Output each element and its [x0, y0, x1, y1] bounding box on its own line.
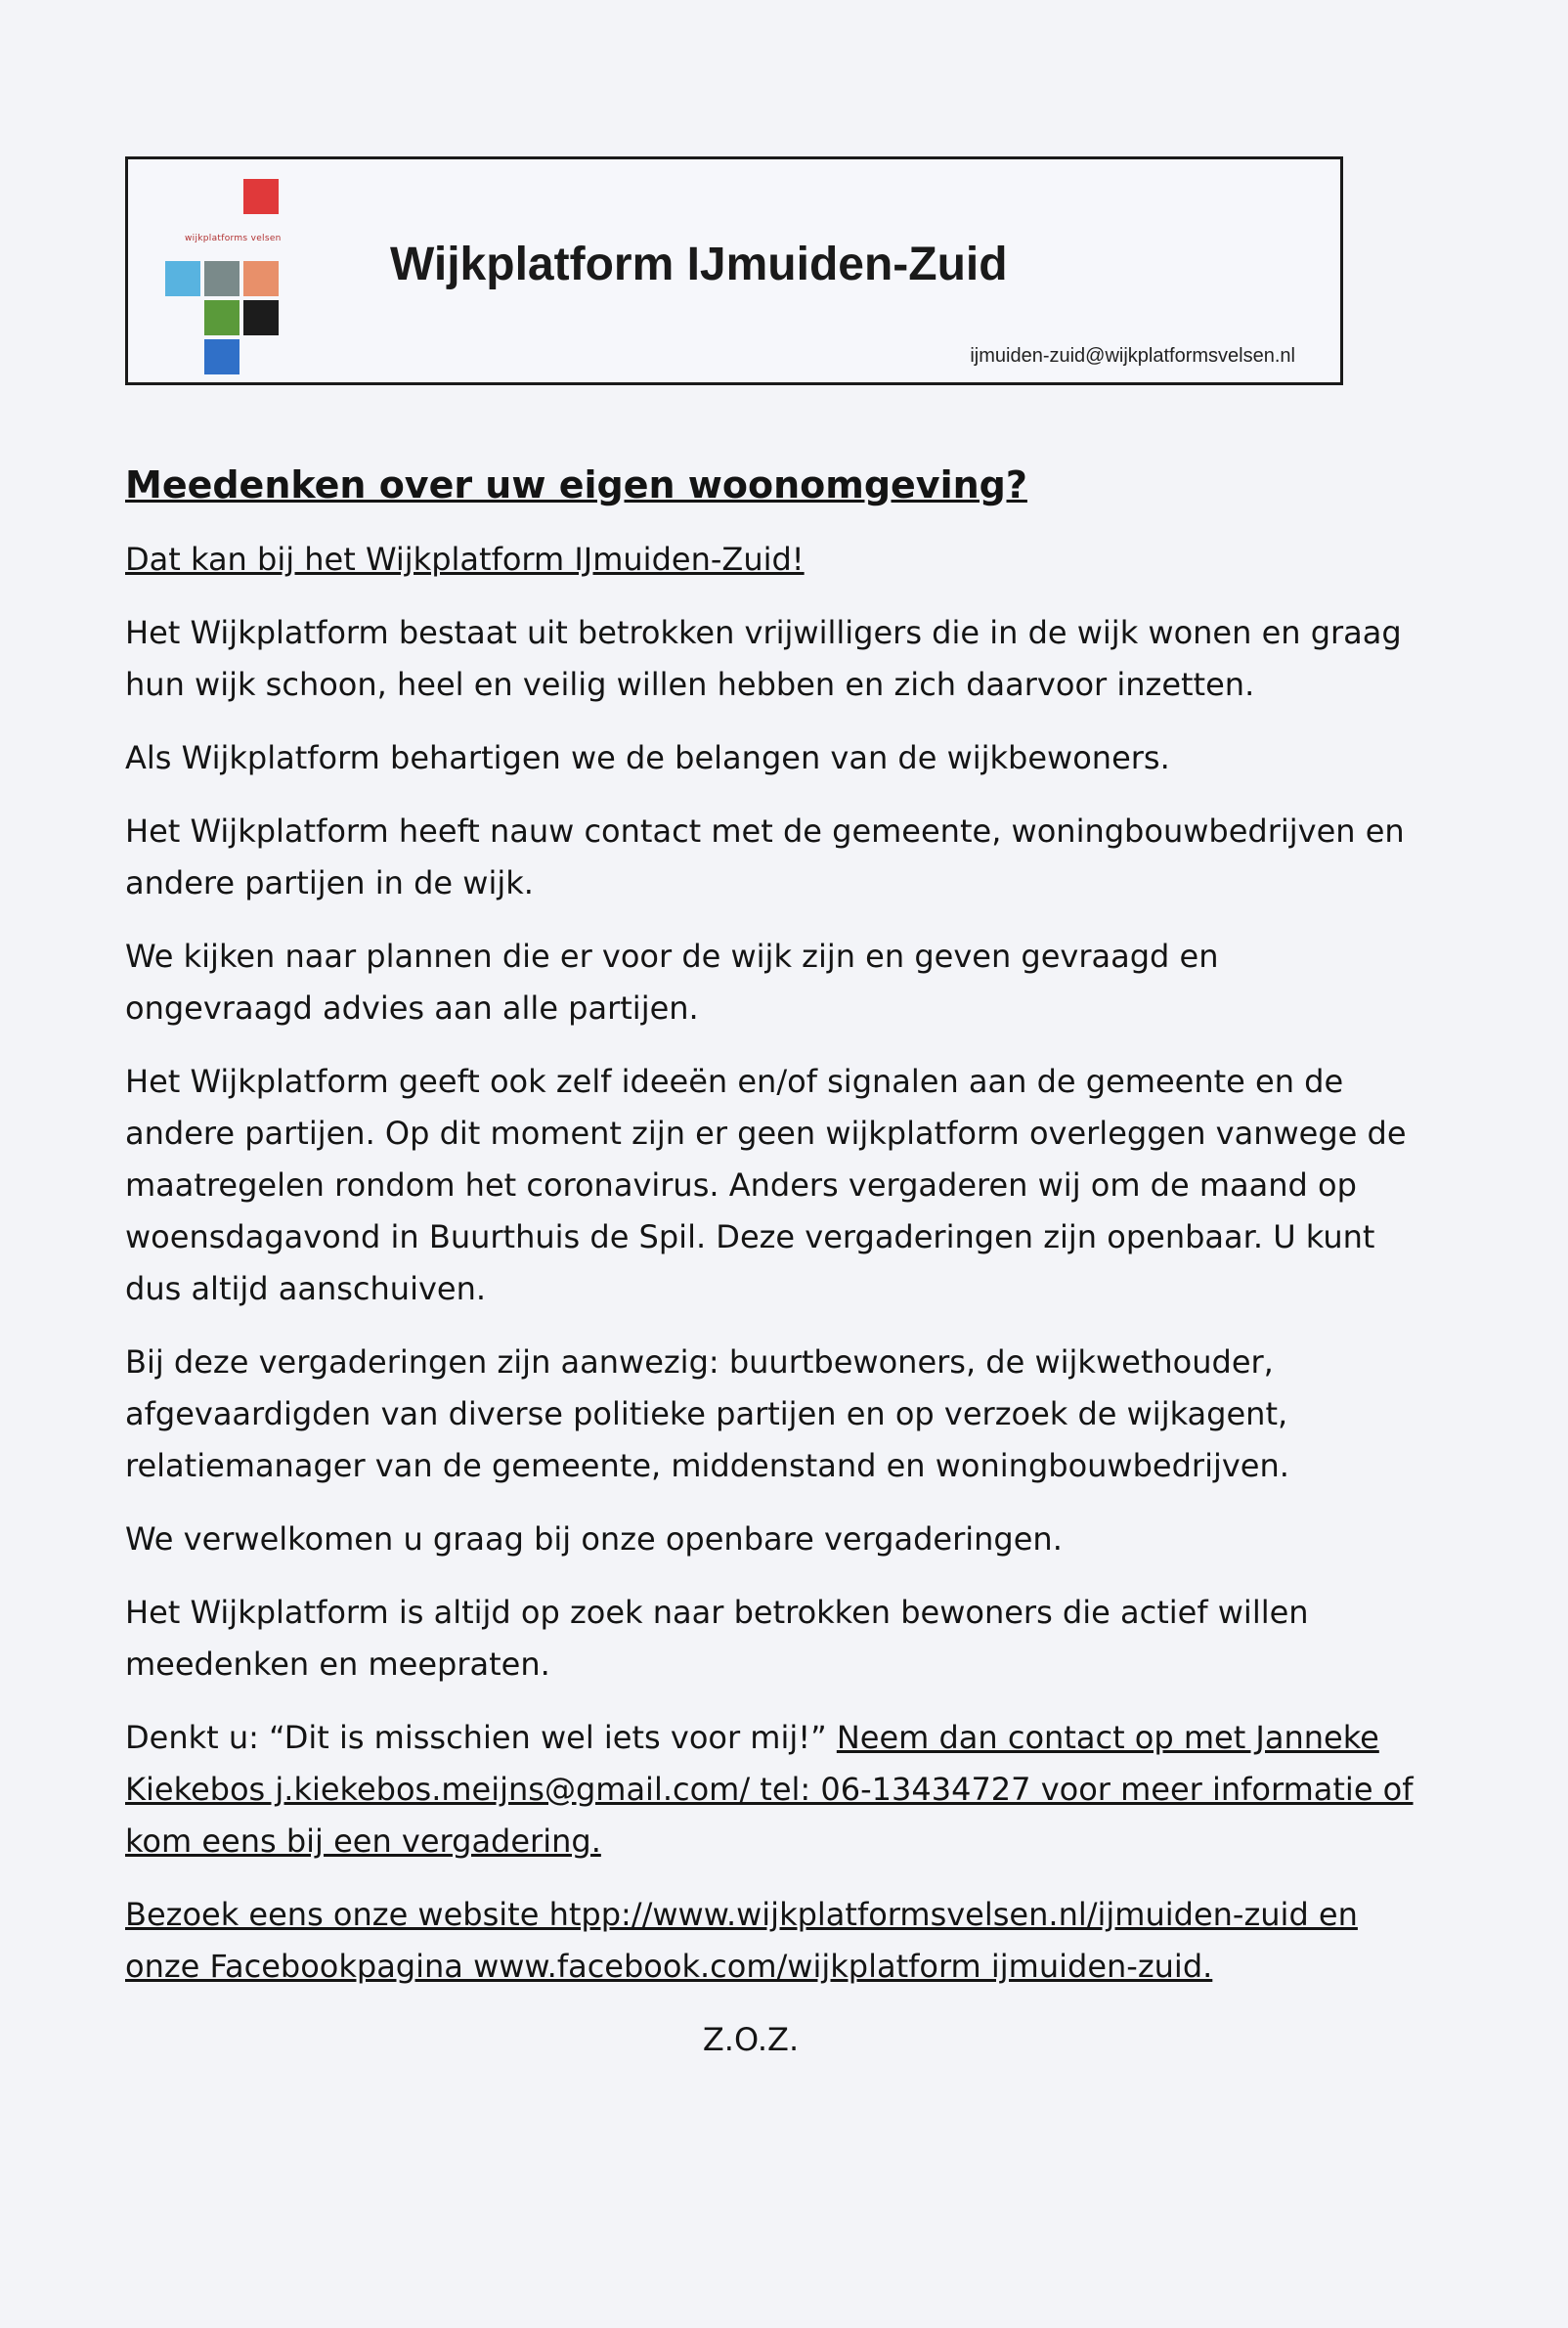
paragraph-website-links[interactable]: Bezoek eens onze website htpp://www.wijkplatformsvelsen.nl/ijmuiden-zuid en onze Facebookpagina www.facebook.com/wijkplatform ijmuiden-zuid.	[125, 1896, 1358, 1985]
paragraph-interests: Als Wijkplatform behartigen we de belangen van de wijkbewoners.	[125, 739, 1170, 776]
logo-square-blue	[204, 339, 240, 374]
organization-email[interactable]: ijmuiden-zuid@wijkplatformsvelsen.nl	[970, 345, 1295, 367]
paragraph-volunteers: Het Wijkplatform is altijd op zoek naar betrokken bewoners die actief willen meedenken en meepraten.	[125, 1594, 1309, 1683]
please-turn-over: Z.O.Z.	[702, 2021, 800, 2058]
paragraph-meetings: Het Wijkplatform geeft ook zelf ideeën en/of signalen aan de gemeente en de andere partijen. Op dit moment zijn er geen wijkplatform overleggen vanwege de maatregelen rondom het coronavirus. Anders vergaderen wij om de maand op woensdagavond in Buurthuis de Spil. Deze vergaderingen zijn openbaar. U kunt dus altijd aanschuiven.	[125, 1063, 1407, 1307]
paragraph-attendees: Bij deze vergaderingen zijn aanwezig: buurtbewoners, de wijkwethouder, afgevaardigden van diverse politieke partijen en op verzoek de wijkagent, relatiemanager van de gemeente, middenstand en woningbouwbedrijven.	[125, 1343, 1289, 1484]
contact-lead: Denkt u: “Dit is misschien wel iets voor mij!”	[125, 1719, 827, 1756]
contact-details[interactable]: Neem dan contact op met Janneke Kiekebos j.kiekebos.meijns@gmail.com/ tel: 06-13434727 voor meer informatie of kom eens bij een vergadering.	[125, 1719, 1414, 1860]
logo-square-black	[243, 300, 279, 335]
paragraph-welcome: We verwelkomen u graag bij onze openbare vergaderingen.	[125, 1520, 1063, 1558]
document-body	[125, 458, 1416, 2087]
paragraph-about: Het Wijkplatform bestaat uit betrokken vrijwilligers die in de wijk wonen en graag hun wijk schoon, heel en veilig willen hebben en zich daarvoor inzetten.	[125, 614, 1402, 703]
organization-title: Wijkplatform IJmuiden-Zuid	[390, 239, 1008, 290]
paragraph-advice: We kijken naar plannen die er voor de wijk zijn en geven gevraagd en ongevraagd advies aan alle partijen.	[125, 938, 1219, 1027]
subheading: Dat kan bij het Wijkplatform IJmuiden-Zuid!	[125, 541, 805, 578]
logo-caption: wijkplatforms velsen	[185, 234, 282, 243]
logo-square-red	[243, 179, 279, 214]
page-heading: Meedenken over uw eigen woonomgeving?	[125, 463, 1027, 506]
logo-square-gray	[204, 261, 240, 296]
logo-square-lightblue	[165, 261, 200, 296]
paragraph-contact	[125, 1712, 1416, 1867]
logo-square-green	[204, 300, 240, 335]
logo-square-orange	[243, 261, 279, 296]
wijkplatforms-logo	[157, 175, 284, 361]
header-box	[125, 156, 1343, 385]
paragraph-contact-partners: Het Wijkplatform heeft nauw contact met de gemeente, woningbouwbedrijven en andere partijen in de wijk.	[125, 813, 1405, 901]
